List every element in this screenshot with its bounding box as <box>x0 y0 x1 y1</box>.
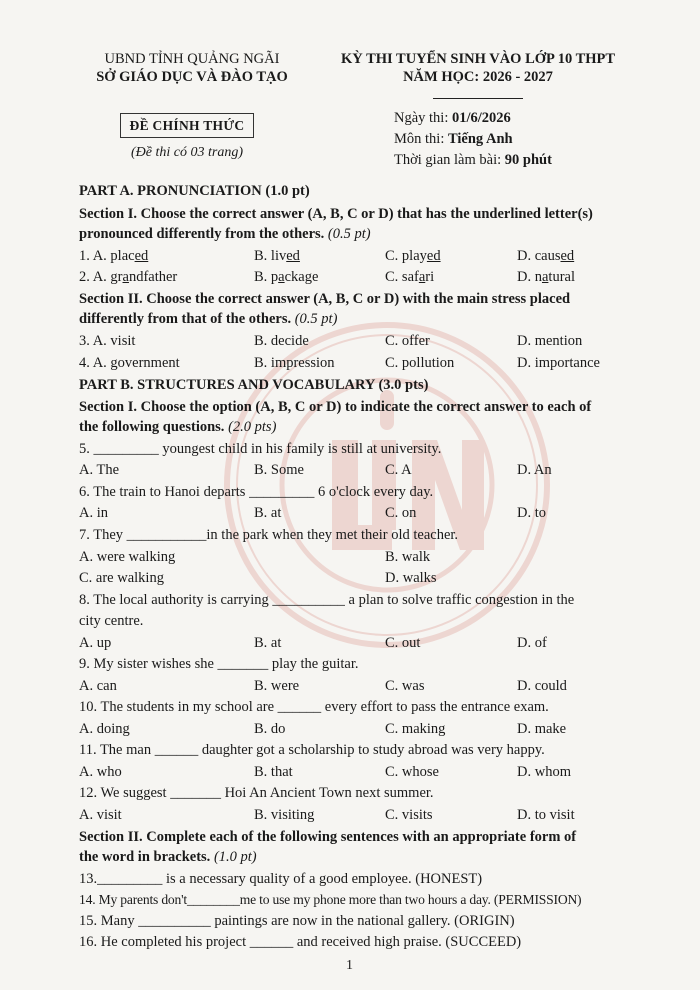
page-number: 1 <box>346 958 353 973</box>
q3-option-d: D. mention <box>517 333 583 349</box>
part-b-s1-instruction-cont: the following questions. (2.0 pts) <box>79 419 277 435</box>
q5-option-a: A. The <box>79 462 120 478</box>
q12-option-a: A. visit <box>79 807 122 823</box>
school-year: NĂM HỌC: 2026 - 2027 <box>403 69 553 85</box>
q2-option-b: B. package <box>254 269 319 285</box>
official-stamp-box: ĐỀ CHÍNH THỨC <box>120 113 254 138</box>
q14-stem: 14. My parents don't________me to use my phone more than two hours a day. (PERMISSION) <box>79 892 582 907</box>
q15-stem: 15. Many __________ paintings are now in the national gallery. (ORIGIN) <box>79 913 515 929</box>
q12-option-c: C. visits <box>385 807 433 823</box>
q13-stem: 13._________ is a necessary quality of a good employee. (HONEST) <box>79 871 483 887</box>
q5-option-b: B. Some <box>254 462 304 478</box>
q10-option-c: C. making <box>385 721 446 737</box>
q4-option-d: D. importance <box>517 355 600 371</box>
q8-option-c: C. out <box>385 635 421 651</box>
q2-option-c: C. safari <box>385 269 435 285</box>
q12-option-b: B. visiting <box>254 807 315 823</box>
time-value: 90 phút <box>504 152 552 168</box>
q11-option-a: A. who <box>79 764 122 780</box>
q8-option-a: A. up <box>79 635 112 651</box>
q10-option-d: D. make <box>517 721 567 737</box>
exam-info <box>394 108 552 171</box>
part-a-s2-instruction-cont: differently from that of the others. (0.5 pt) <box>79 311 338 327</box>
q7-option-b: B. walk <box>385 549 431 565</box>
q8-stem: 8. The local authority is carrying __________ a plan to solve traffic congestion in the <box>79 592 575 608</box>
subject-value: Tiếng Anh <box>447 131 513 147</box>
q11-option-d: D. whom <box>517 764 571 780</box>
q12-stem: 12. We suggest _______ Hoi An Ancient Town next summer. <box>79 785 434 801</box>
title-underline <box>433 95 523 99</box>
q4-option-c: C. pollution <box>385 355 455 371</box>
q4-option-b: B. impression <box>254 355 335 371</box>
province-name: UBND TỈNH QUẢNG NGÃI <box>104 51 280 67</box>
q8-stem-cont: city centre. <box>79 613 144 629</box>
q9-stem: 9. My sister wishes she _______ play the guitar. <box>79 656 359 672</box>
q9-option-d: D. could <box>517 678 567 694</box>
q3-option-c: C. offer <box>385 333 430 349</box>
exam-title: KỲ THI TUYỂN SINH VÀO LỚP 10 THPT <box>340 51 616 67</box>
q8-option-b: B. at <box>254 635 282 651</box>
q7-option-d: D. walks <box>385 570 437 586</box>
part-b-s1-instruction: Section I. Choose the option (A, B, C or D) to indicate the correct answer to each of <box>79 399 592 415</box>
q10-option-a: A. doing <box>79 721 130 737</box>
part-a-s2-instruction: Section II. Choose the correct answer (A, B, C or D) with the main stress placed <box>79 291 571 307</box>
q8-option-d: D. of <box>517 635 547 651</box>
q6-stem: 6. The train to Hanoi departs _________ 6 o'clock every day. <box>79 484 434 500</box>
q9-option-c: C. was <box>385 678 425 694</box>
q16-stem: 16. He completed his project ______ and received high praise. (SUCCEED) <box>79 934 522 950</box>
q6-option-d: D. to <box>517 505 546 521</box>
q11-option-c: C. whose <box>385 764 439 780</box>
q7-option-a: A. were walking <box>79 549 176 565</box>
q6-option-a: A. in <box>79 505 108 521</box>
q2-option-a: 2. A. grandfather <box>79 269 178 285</box>
q11-option-b: B. that <box>254 764 293 780</box>
date-value: 01/6/2026 <box>452 110 511 126</box>
q9-option-a: A. can <box>79 678 117 694</box>
subject-label: Môn thi: <box>394 131 448 147</box>
part-a-s1-instruction: Section I. Choose the correct answer (A, B, C or D) that has the underlined letter(s) <box>79 206 593 222</box>
time-label: Thời gian làm bài: <box>394 152 505 168</box>
q4-option-a: 4. A. government <box>79 355 180 371</box>
q3-option-b: B. decide <box>254 333 309 349</box>
q2-option-d: D. natural <box>517 269 575 285</box>
q10-option-b: B. do <box>254 721 286 737</box>
q5-stem: 5. _________ youngest child in his family is still at university. <box>79 441 442 457</box>
pages-note: (Đề thi có 03 trang) <box>131 145 243 160</box>
q1-option-c: C. played <box>385 248 441 264</box>
q1-option-a: 1. A. placed <box>79 248 149 264</box>
issuer-block <box>72 50 312 86</box>
q11-stem: 11. The man ______ daughter got a scholarship to study abroad was very happy. <box>79 742 545 758</box>
q10-stem: 10. The students in my school are ______ every effort to pass the entrance exam. <box>79 699 549 715</box>
q3-option-a: 3. A. visit <box>79 333 136 349</box>
q1-option-b: B. lived <box>254 248 300 264</box>
date-label: Ngày thi: <box>394 110 452 126</box>
q9-option-b: B. were <box>254 678 300 694</box>
department-name: SỞ GIÁO DỤC VÀ ĐÀO TẠO <box>96 69 288 85</box>
exam-title-block <box>318 50 638 104</box>
part-b-s2-instruction: Section II. Complete each of the following sentences with an appropriate form of <box>79 829 577 845</box>
part-b-s2-instruction-cont: the word in brackets. (1.0 pt) <box>79 849 257 865</box>
q5-option-c: C. A <box>385 462 412 478</box>
part-a-title: PART A. PRONUNCIATION (1.0 pt) <box>79 183 310 199</box>
part-a-s1-instruction-cont: pronounced differently from the others. (0.5 pt) <box>79 226 371 242</box>
q1-option-d: D. caused <box>517 248 575 264</box>
q12-option-d: D. to visit <box>517 807 575 823</box>
q6-option-b: B. at <box>254 505 282 521</box>
q7-stem: 7. They ___________in the park when they met their old teacher. <box>79 527 459 543</box>
part-b-title: PART B. STRUCTURES AND VOCABULARY (3.0 pts) <box>79 377 429 393</box>
q5-option-d: D. An <box>517 462 552 478</box>
q7-option-c: C. are walking <box>79 570 164 586</box>
q6-option-c: C. on <box>385 505 417 521</box>
